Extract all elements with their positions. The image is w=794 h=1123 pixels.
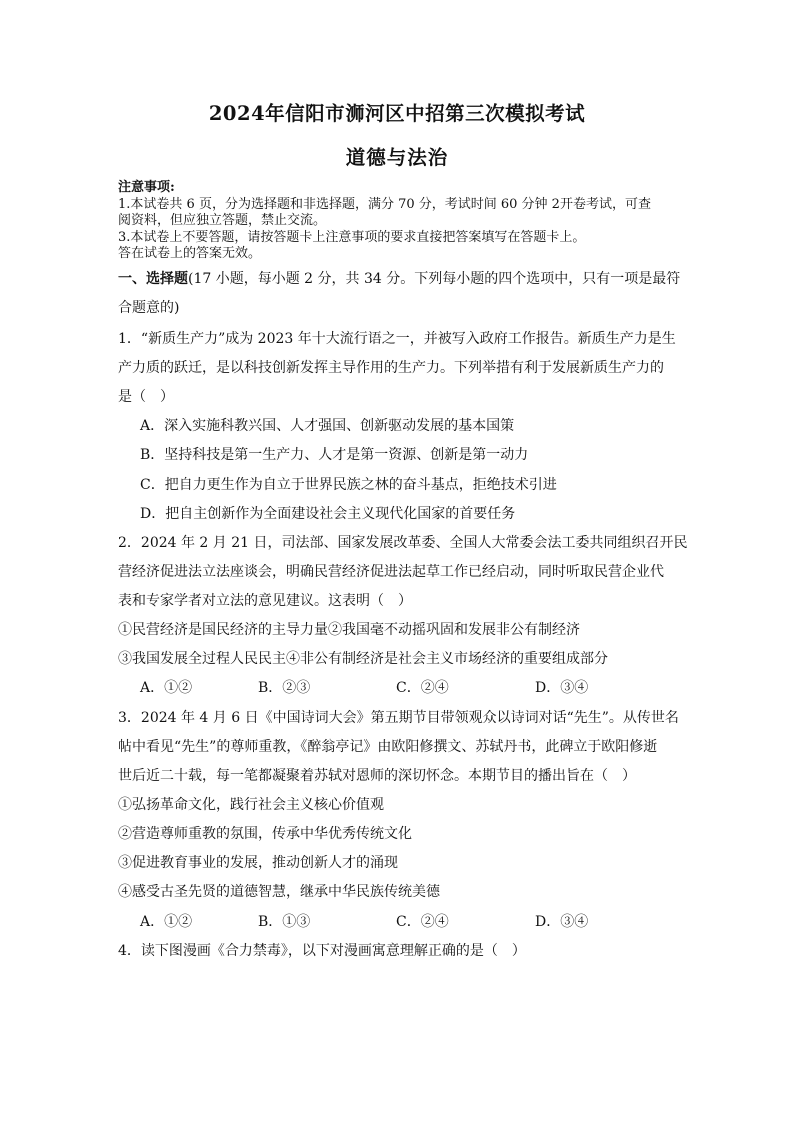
q3-stem: 3．2024 年 4 月 6 日《中国诗词大会》第五期节目带领观众以诗词对话“先生”。从传世名 [118, 710, 679, 726]
q2-option-d: D．③④ [535, 680, 589, 696]
q1-stem: 产力质的跃迁，是以科技创新发挥主导作用的生产力。下列举措有利于发展新质生产力的 [118, 360, 664, 376]
section-desc: (17 小题，每小题 2 分，共 34 分。下列每小题的四个选项中，只有一项是最符 [188, 271, 681, 287]
section-desc-cont: 合题意的) [118, 300, 180, 316]
notice-line: 3.本试卷上不要答题，请按答题卡上注意事项的要求直接把答案填写在答题卡上。 [118, 229, 586, 245]
q1-stem: 是（ ） [118, 389, 174, 405]
q1-option-a: A．深入实施科教兴国、人才强国、创新驱动发展的基本国策 [140, 418, 515, 434]
notice-heading: 注意事项: [118, 180, 175, 195]
q2-stem: 2．2024 年 2 月 21 日，司法部、国家发展改革委、全国人大常委会法工委共同组织召开民 [118, 535, 688, 551]
q3-statement: ②营造尊师重教的氛围，传承中华优秀传统文化 [118, 826, 412, 842]
q3-option-d: D．③④ [535, 914, 589, 930]
q1-option-d: D．把自主创新作为全面建设社会主义现代化国家的首要任务 [140, 506, 516, 522]
q3-stem: 帖中看见“先生”的尊师重教，《醉翁亭记》由欧阳修撰文、苏轼丹书，此碑立于欧阳修逝 [118, 739, 658, 755]
q2-statement: ③我国发展全过程人民民主④非公有制经济是社会主义市场经济的重要组成部分 [118, 651, 608, 667]
q1-stem: 1．“新质生产力”成为 2023 年十大流行语之一，并被写入政府工作报告。新质生产力是生 [118, 331, 676, 347]
q4-stem: 4．读下图漫画《合力禁毒》，以下对漫画寓意理解正确的是（ ） [118, 943, 526, 959]
section-heading [118, 270, 683, 288]
notice-block [118, 180, 678, 263]
exam-subject: 道德与法治 [345, 146, 449, 169]
q1-option-b: B．坚持科技是第一生产力、人才是第一资源、创新是第一动力 [140, 447, 529, 463]
notice-line: 1.本试卷共 6 页，分为选择题和非选择题，满分 70 分，考试时间 60 分钟 2开卷考试，可查 [118, 196, 651, 212]
q2-stem: 表和专家学者对立法的意见建议。这表明（ ） [118, 593, 412, 609]
q2-option-c: C．②④ [396, 680, 449, 696]
q3-statement: ③促进教育事业的发展，推动创新人才的涌现 [118, 855, 398, 871]
q3-option-b: B．①③ [258, 914, 311, 930]
q3-stem: 世后近二十载，每一笔都凝聚着苏轼对恩师的深切怀念。本期节目的播出旨在（ ） [118, 768, 636, 784]
q3-statement: ④感受古圣先贤的道德智慧，继承中华民族传统美德 [118, 884, 440, 900]
q3-option-c: C．②④ [396, 914, 449, 930]
q2-option-b: B．②③ [258, 680, 311, 696]
notice-line: 阅资料，但应独立答题，禁止交流。 [118, 213, 327, 228]
q2-stem: 营经济促进法立法座谈会，明确民营经济促进法起草工作已经启动，同时听取民营企业代 [118, 564, 664, 580]
q3-statement: ①弘扬革命文化，践行社会主义核心价值观 [118, 797, 384, 813]
notice-line: 答在试卷上的答案无效。 [118, 246, 262, 261]
q3-option-a: A．①② [140, 914, 193, 930]
section-label: 一、选择题 [118, 271, 188, 287]
q2-statement: ①民营经济是国民经济的主导力量②我国毫不动摇巩固和发展非公有制经济 [118, 622, 580, 638]
q1-option-c: C．把自力更生作为自立于世界民族之林的奋斗基点，拒绝技术引进 [140, 477, 557, 493]
exam-title: 2024年信阳市浉河区中招第三次模拟考试 [208, 102, 586, 125]
q2-option-a: A．①② [140, 680, 193, 696]
